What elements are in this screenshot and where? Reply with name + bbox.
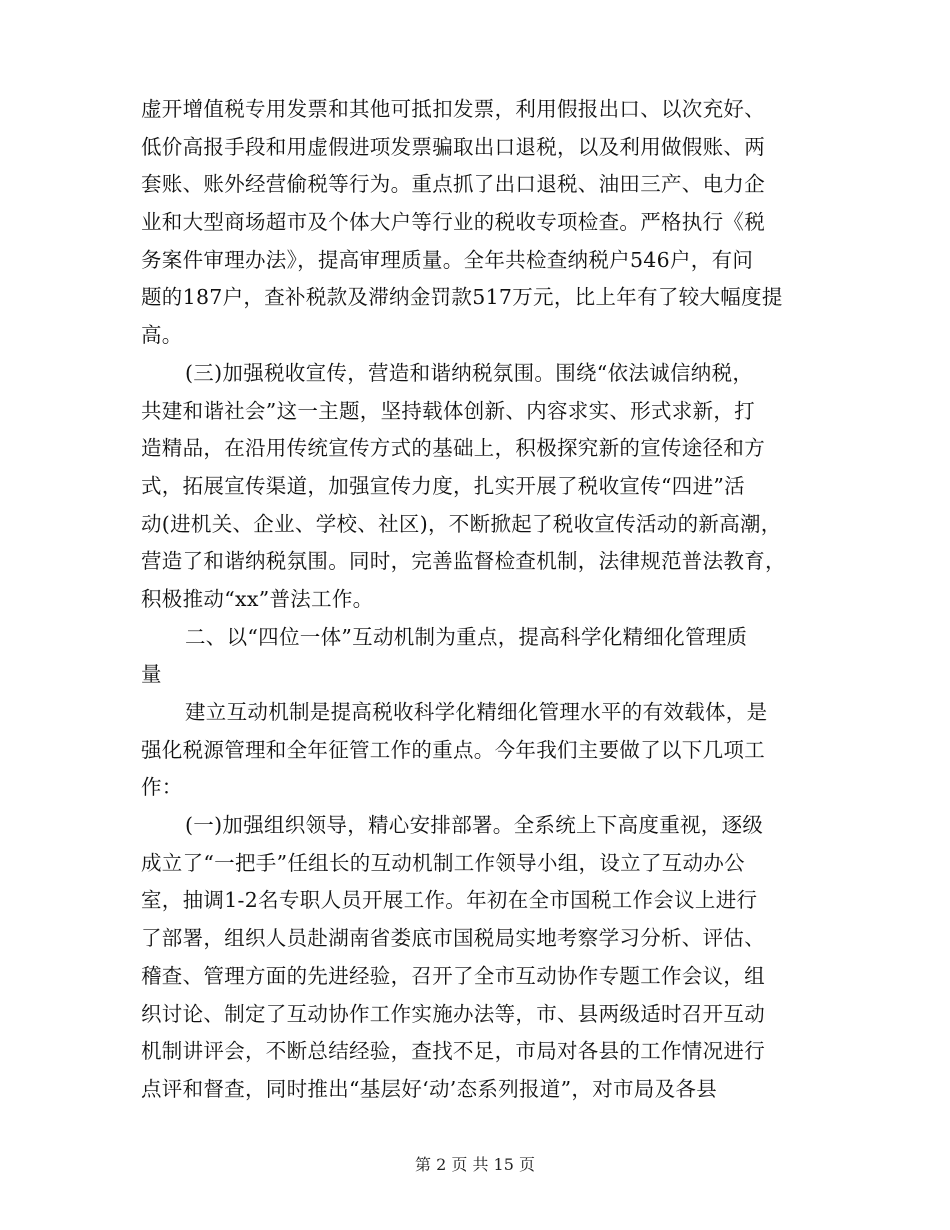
paragraph: [141, 694, 816, 807]
text-line: (一)加强组织领导，精心安排部署。全系统上下高度重视，逐级: [185, 813, 764, 838]
text-line: 了部署，组织人员赴湖南省娄底市国税局实地考察学习分析、评估、: [141, 926, 765, 951]
page-number-footer: 第 2 页 共 15 页: [415, 1155, 535, 1174]
text-line: 题的187户，查补税款及滞纳金罚款517万元，比上年有了较大幅度提: [141, 285, 783, 310]
text-line: 动(进机关、企业、学校、社区)，不断掀起了税收宣传活动的新高潮，: [141, 511, 782, 536]
text-line: 虚开增值税专用发票和其他可抵扣发票，利用假报出口、以次充好、: [141, 97, 765, 121]
text-line: 共建和谐社会”这一主题，坚持载体创新、内容求实、形式求新，打: [141, 398, 755, 423]
document-body: [141, 91, 816, 1109]
paragraph: [141, 355, 816, 619]
text-line: 二、以“四位一体”互动机制为重点，提高科学化精细化管理质: [185, 624, 748, 649]
text-line: (三)加强税收宣传，营造和谐纳税氛围。围绕“依法诚信纳税，: [185, 360, 754, 385]
text-line: 业和大型商场超市及个体大户等行业的税收专项检查。严格执行《税: [141, 210, 765, 235]
text-line: 务案件审理办法》，提高审理质量。全年共检查纳税户546户，有问: [141, 247, 754, 272]
text-line: 强化税源管理和全年征管工作的重点。今年我们主要做了以下几项工: [141, 737, 765, 762]
text-line: 机制讲评会，不断总结经验，查找不足，市局对各县的工作情况进行: [141, 1039, 765, 1064]
text-line: 织讨论、制定了互动协作工作实施办法等，市、县两级适时召开互动: [141, 1001, 765, 1026]
text-line: 积极推动“xx”普法工作。: [141, 586, 374, 611]
text-line: 室，抽调1-2名专职人员开展工作。年初在全市国税工作会议上进行: [141, 888, 758, 913]
text-line: 高。: [141, 323, 183, 348]
paragraph: [141, 807, 816, 1109]
text-line: 造精品，在沿用传统宣传方式的基础上，积极探究新的宣传途径和方: [141, 436, 765, 461]
text-line: 作：: [141, 775, 183, 800]
text-line: 建立互动机制是提高税收科学化精细化管理水平的有效载体，是: [185, 700, 768, 724]
text-line: 套账、账外经营偷税等行为。重点抓了出口退税、油田三产、电力企: [141, 172, 765, 197]
text-line: 成立了“一把手”任组长的互动机制工作领导小组，设立了互动办公: [141, 850, 745, 875]
text-line: 量: [141, 662, 162, 687]
text-line: 稽查、管理方面的先进经验，召开了全市互动协作专题工作会议，组: [141, 963, 765, 988]
paragraph: [141, 91, 816, 355]
text-line: 低价高报手段和用虚假进项发票骗取出口退税，以及利用做假账、两: [141, 134, 765, 159]
text-line: 点评和督查，同时推出“基层好‘动’态系列报道”，对市局及各县: [141, 1076, 717, 1101]
text-line: 式，拓展宣传渠道，加强宣传力度，扎实开展了税收宣传“四进”活: [141, 473, 745, 498]
text-line: 营造了和谐纳税氛围。同时，完善监督检查机制，法律规范普法教育，: [141, 549, 786, 574]
section-heading: [141, 619, 816, 694]
